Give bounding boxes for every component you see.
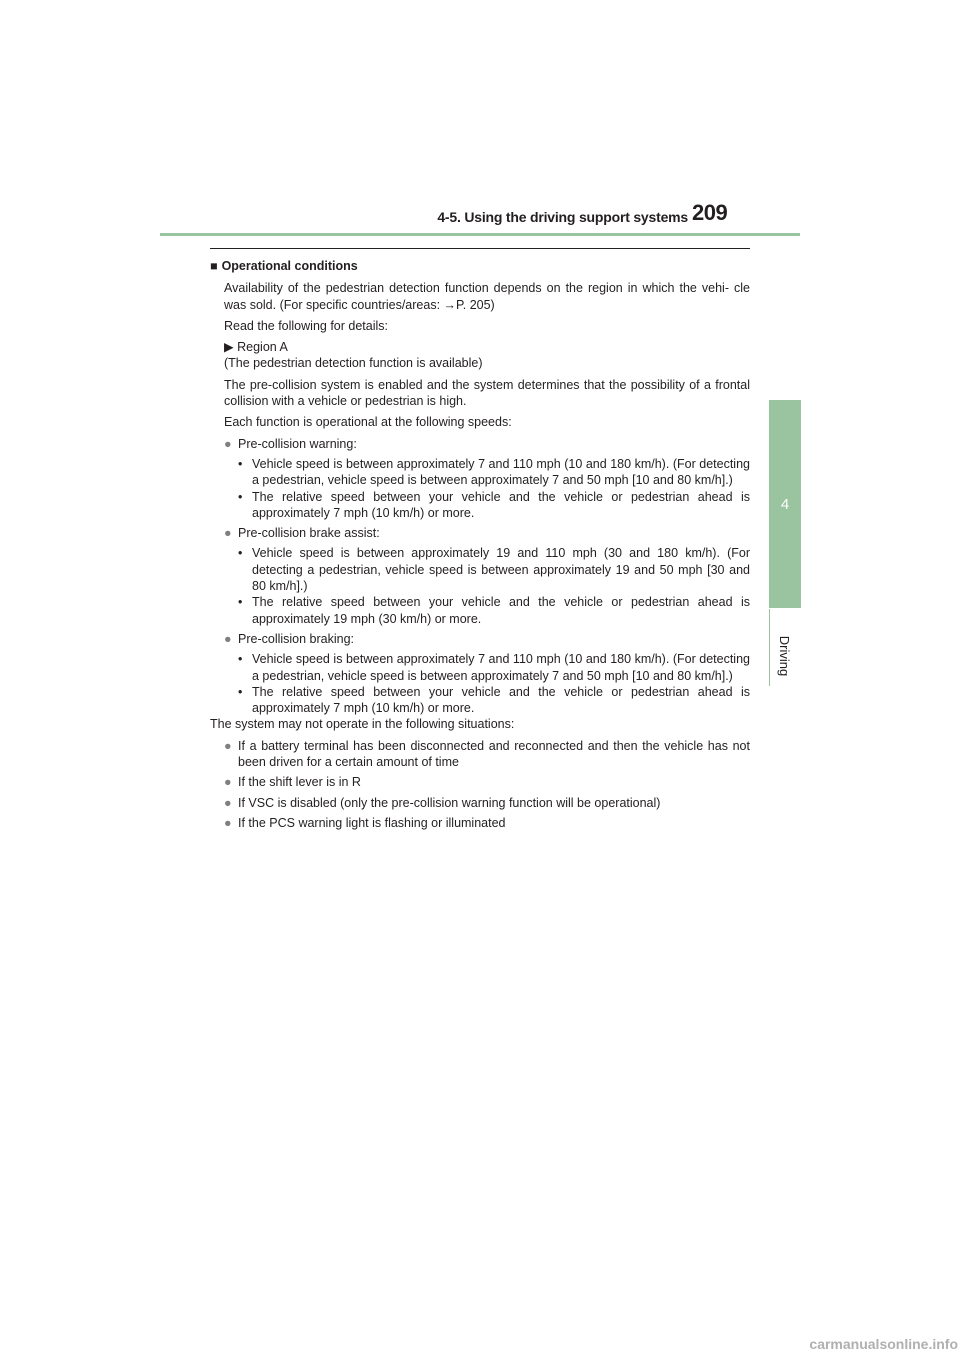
function-condition: • The relative speed between your vehicle and the vehicle or pedestrian ahead is approximately 19 mph (30 km/h) or more. [238, 595, 750, 626]
function-condition: • The relative speed between your vehicle and the vehicle or pedestrian ahead is approximately 7 mph (10 km/h) or more. [238, 489, 750, 520]
watermark: carmanualsonline.info [809, 1336, 958, 1352]
situation-item: ● If the PCS warning light is flashing or illuminated [224, 815, 506, 830]
function-condition: • The relative speed between your vehicle and the vehicle or pedestrian ahead is approximately 7 mph (10 km/h) or more. [238, 684, 750, 716]
chapter-tab-number: 4 [780, 495, 790, 513]
intro-paragraph: Availability of the pedestrian detection function depends on the region in which the vehi- cle was sold. (For specific countries/areas: →P. 205) [224, 281, 750, 312]
section-rule [210, 248, 750, 249]
enabled-paragraph: The pre-collision system is enabled and the system determines that the possibility of a frontal collision with a vehicle or pedestrian is high. [224, 377, 750, 409]
read-following: Read the following for details: [224, 318, 388, 333]
function-condition: • Vehicle speed is between approximately 19 and 110 mph (30 and 180 km/h). (For detecting a pedestrian, vehicle speed is between approximately 19 and 50 mph [30 and 80 km/h].) [238, 546, 750, 594]
header-rule [160, 233, 800, 236]
circle-bullet-icon: ● [224, 631, 232, 646]
chapter-tab [769, 400, 801, 608]
function-item: ● Pre-collision braking: [224, 631, 355, 646]
region-title: ▶ Region A [224, 340, 288, 355]
circle-bullet-icon: ● [224, 526, 232, 541]
section-heading: ■ Operational conditions [210, 259, 358, 273]
function-condition: • Vehicle speed is between approximately 7 and 110 mph (10 and 180 km/h). (For detecting a pedestrian, vehicle speed is between approximately 7 and 50 mph [10 and 80 km/h].) [238, 652, 750, 683]
situation-item: ● If a battery terminal has been disconnected and reconnected and then the vehicle has not been driven for a certain amount of time [224, 738, 750, 770]
not-operate-intro: The system may not operate in the following situations: [210, 717, 515, 732]
main-content [210, 258, 750, 835]
circle-bullet-icon: ● [224, 436, 232, 451]
function-item: ● Pre-collision warning: [224, 436, 357, 451]
circle-bullet-icon: ● [224, 815, 232, 830]
speeds-intro: Each function is operational at the following speeds: [224, 415, 512, 430]
chapter-tab-label: Driving [777, 635, 793, 677]
region-note: (The pedestrian detection function is available) [224, 356, 483, 371]
function-item: ● Pre-collision brake assist: [224, 526, 380, 541]
situation-item: ● If VSC is disabled (only the pre-collision warning function will be operational) [224, 795, 661, 810]
situation-item: ● If the shift lever is in R [224, 775, 361, 790]
circle-bullet-icon: ● [224, 738, 232, 753]
page-number: 209 [692, 200, 728, 225]
circle-bullet-icon: ● [224, 795, 232, 810]
circle-bullet-icon: ● [224, 775, 232, 790]
function-condition: • Vehicle speed is between approximately 7 and 110 mph (10 and 180 km/h). (For detecting a pedestrian, vehicle speed is between approximately 7 and 50 mph [10 and 80 km/h].) [238, 456, 750, 488]
triangle-bullet-icon: ▶ [224, 340, 234, 355]
square-bullet-icon: ■ [210, 259, 218, 273]
section-title: 4-5. Using the driving support systems [437, 209, 688, 225]
